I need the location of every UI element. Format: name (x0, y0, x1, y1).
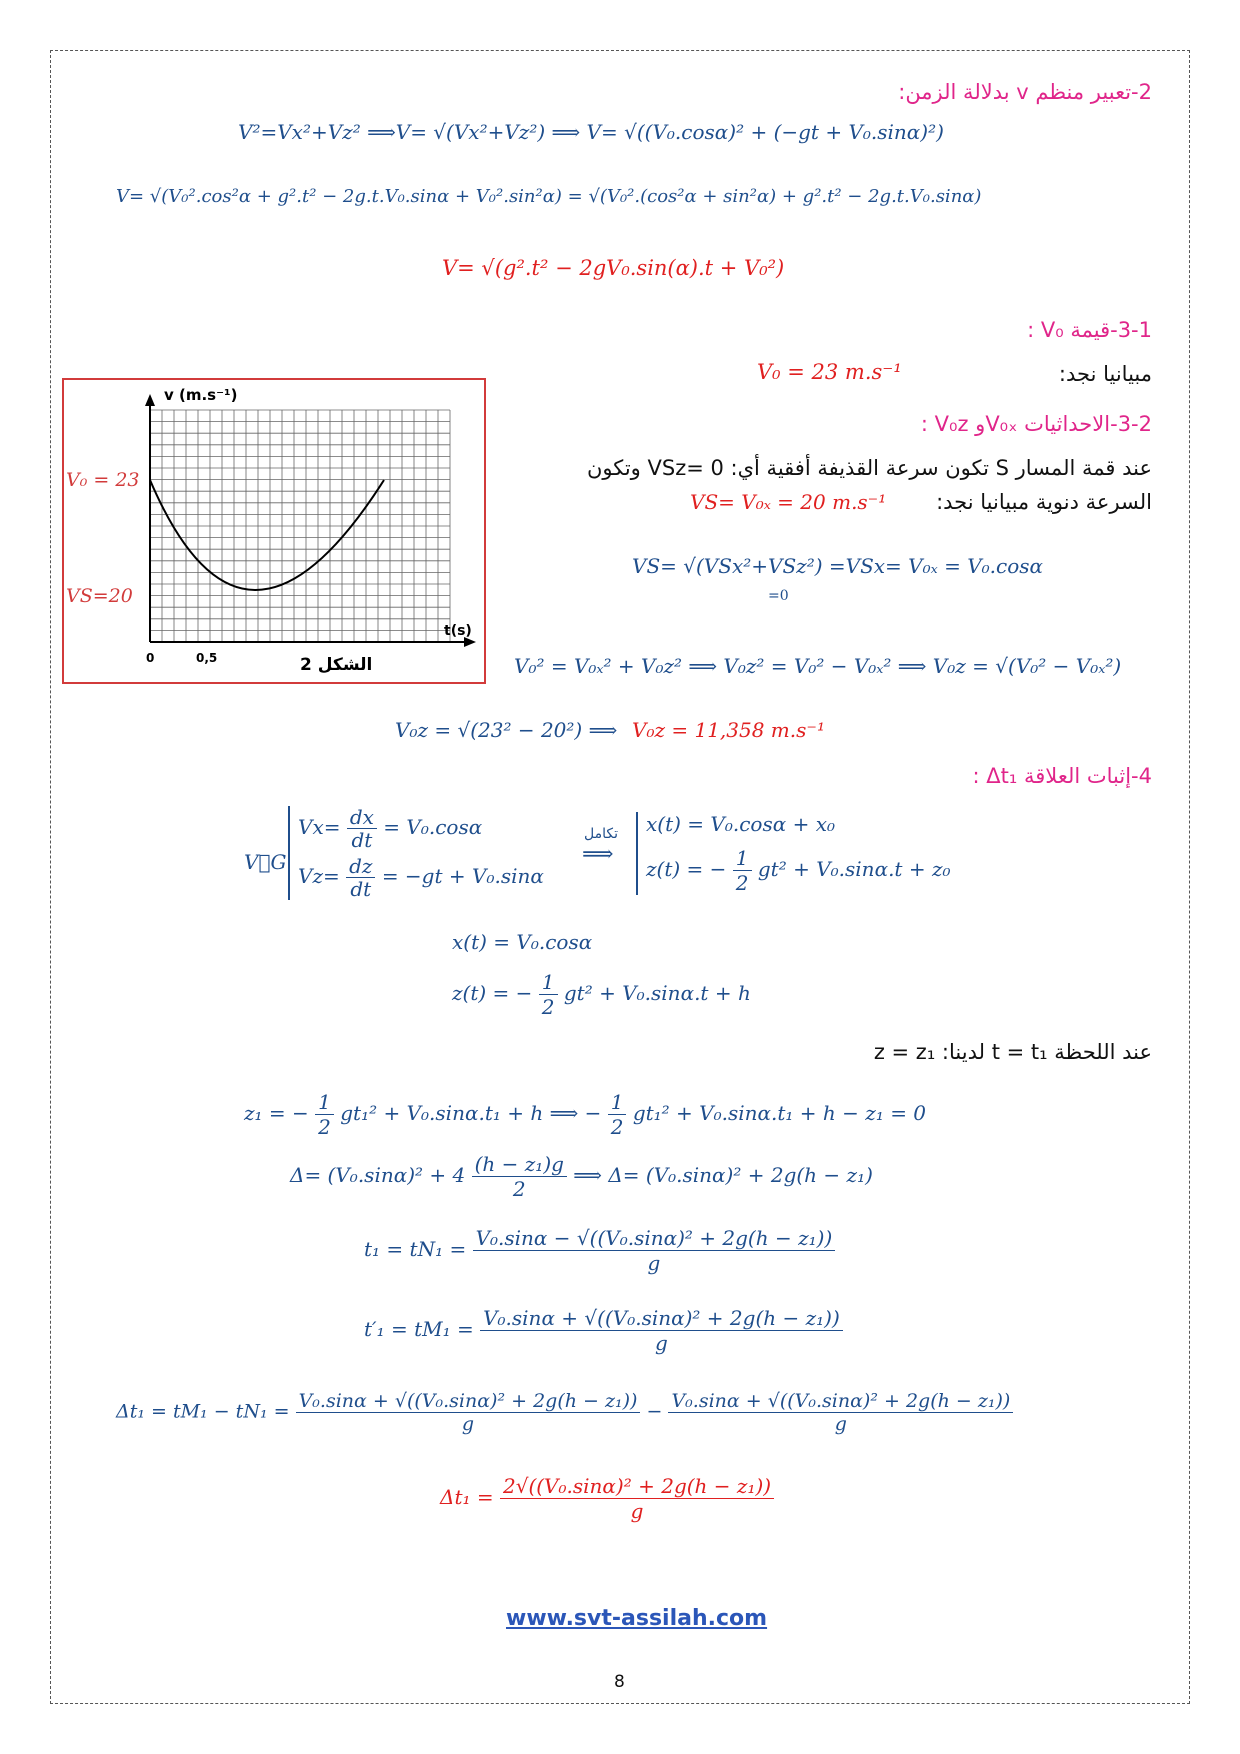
xt-final: x(t) = V₀.cosα (452, 930, 593, 954)
two: 2 (735, 871, 749, 895)
equation-delta-t1-final (440, 1474, 774, 1523)
dt: dt (351, 828, 373, 852)
dt-numerator-1: V₀.sinα + √((V₀.sinα)² + 2g(h − z₁)) (296, 1390, 641, 1413)
two: 2 (512, 1177, 526, 1201)
g: g (834, 1413, 847, 1435)
section-3-2-text-1: عند قمة المسار S تكون سرعة القذيفة أفقية أي: VSz= 0 وتكون (586, 456, 1152, 480)
dx: dx (347, 806, 377, 829)
vx-value: = V₀.cosα (383, 815, 483, 839)
velocity-graph-figure (62, 378, 486, 684)
g: g (647, 1251, 661, 1275)
dt-left: Δt₁ = tM₁ − tN₁ = (116, 1400, 290, 1423)
vz-label: Vz= (298, 864, 340, 888)
y-axis-label: v (m.s⁻¹) (164, 386, 238, 404)
two: 2 (318, 1115, 331, 1139)
equation-v-expanded: V= √(V₀².cos²α + g².t² − 2g.t.V₀.sinα + V₀².sin²α) = √(V₀².(cos²α + sin²α) + g².t² − 2g.t.V₀.sinα) (116, 186, 982, 207)
section-3-1-title: 3-1-قيمة V₀ : (1027, 318, 1152, 342)
equation-v0-components: V₀² = V₀ₓ² + V₀z² ⟹ V₀z² = V₀² − V₀ₓ² ⟹ V₀z = √(V₀² − V₀ₓ²) (514, 654, 1122, 678)
delta-part-a: Δ= (V₀.sinα)² + 4 (290, 1163, 466, 1187)
integration-arrow-icon: ⟹ (582, 842, 614, 867)
xt-integrated: x(t) = V₀.cosα + x₀ (646, 812, 835, 836)
g: g (655, 1331, 668, 1355)
half-fraction-z1-a (315, 1090, 334, 1139)
g: g (630, 1499, 644, 1523)
one: 1 (539, 970, 558, 995)
one: 1 (608, 1090, 627, 1115)
delta-fraction (472, 1152, 567, 1201)
section-3-2-title: 3-2-الاحداثيات V₀ₓو V₀z : (920, 412, 1152, 436)
section-2-title: 2-تعبير منظم v بدلالة الزمن: (898, 80, 1152, 104)
equation-t1 (364, 1226, 835, 1275)
vs-graph-label: VS=20 (66, 585, 133, 607)
two: 2 (610, 1115, 624, 1139)
equation-v-final: V= √(g².t² − 2gV₀.sin(α).t + V₀²) (442, 256, 785, 280)
graph-grid (150, 410, 450, 642)
tick-0: 0 (146, 651, 155, 665)
page-border (50, 50, 1190, 1704)
position-equations (636, 812, 951, 895)
one: 1 (315, 1090, 334, 1115)
equation-t1-prime (364, 1306, 843, 1355)
equation-vs: VS= √(VSx²+VSz²) =VSx= V₀ₓ = V₀.cosα (632, 554, 1044, 578)
equation-vs-underbrace: =0 (768, 588, 789, 604)
delta-numerator: (h − z₁)g (472, 1152, 567, 1177)
zt-final (452, 970, 751, 1019)
instant-condition-text: عند اللحظة t = t₁ لدينا: z = z₁ (873, 1040, 1152, 1064)
velocity-graph (64, 380, 484, 682)
integration-label: تكامل (584, 826, 618, 842)
g: g (461, 1413, 475, 1435)
vz-value: = −gt + V₀.sinα (381, 864, 544, 888)
dz: dz (346, 855, 375, 878)
v0z-result: V₀z = 11,358 m.s⁻¹ (632, 718, 825, 742)
t1p-fraction (480, 1306, 843, 1355)
equation-delta (290, 1152, 873, 1201)
section-3-1-text: مبيانيا نجد: (1058, 362, 1152, 386)
t1-numerator: V₀.sinα − √((V₀.sinα)² + 2g(h − z₁)) (473, 1226, 836, 1251)
final-numerator: 2√((V₀.sinα)² + 2g(h − z₁)) (500, 1474, 774, 1499)
delta-part-b: ⟹ Δ= (V₀.sinα)² + 2g(h − z₁) (573, 1163, 873, 1187)
v0-graph-label: V₀ = 23 (66, 469, 140, 491)
z1-part-a: z₁ = − (244, 1101, 309, 1125)
tick-0-5: 0,5 (196, 651, 218, 665)
zt-eq: = − (686, 857, 727, 881)
zt-label: z(t) (646, 857, 681, 881)
section-3-2-text-2: السرعة دنوية مبيانيا نجد: (936, 490, 1152, 514)
zt-final-post: gt² + V₀.sinα.t + h (563, 981, 751, 1005)
half-fraction-z1-b (608, 1090, 627, 1139)
velocity-components (288, 806, 544, 900)
zt-rest: gt² + V₀.sinα.t + z₀ (757, 857, 951, 881)
z1-part-b: gt₁² + V₀.sinα.t₁ + h ⟹ − (340, 1101, 602, 1125)
dt-numerator-2: V₀.sinα + √((V₀.sinα)² + 2g(h − z₁)) (668, 1390, 1013, 1413)
figure-caption: الشكل 2 (300, 655, 373, 675)
half-fraction-final (539, 970, 558, 1019)
one: 1 (733, 846, 752, 871)
v0-result: V₀ = 23 m.s⁻¹ (757, 360, 902, 384)
dt-minus: − (646, 1400, 663, 1423)
equation-z1 (244, 1090, 926, 1139)
vs-result: VS= V₀ₓ = 20 m.s⁻¹ (690, 490, 887, 514)
page-number: 8 (614, 1672, 625, 1692)
footer-website-link[interactable]: www.svt-assilah.com (506, 1606, 768, 1631)
t1-fraction (473, 1226, 836, 1275)
dt-fraction-1 (296, 1390, 641, 1435)
equation-delta-t1 (116, 1390, 1013, 1435)
velocity-vector-label: V⃗G (244, 850, 287, 874)
dt-fraction-2 (668, 1390, 1013, 1435)
y-axis-arrow (145, 394, 155, 406)
dz-dt-fraction (346, 855, 375, 900)
t1-left: t₁ = tN₁ = (364, 1237, 467, 1261)
half-fraction (733, 846, 752, 895)
zt-final-pre: z(t) = − (452, 981, 533, 1005)
equation-v0z-calc: V₀z = √(23² − 20²) ⟹ (395, 718, 618, 742)
two: 2 (541, 995, 555, 1019)
dx-dt-fraction (347, 806, 377, 851)
t1p-left: t′₁ = tM₁ = (364, 1317, 474, 1341)
z1-part-c: gt₁² + V₀.sinα.t₁ + h − z₁ = 0 (632, 1101, 927, 1125)
final-left: Δt₁ = (440, 1485, 494, 1509)
equation-v-squared: V²=Vx²+Vz² ⟹V= √(Vx²+Vz²) ⟹ V= √((V₀.cosα)² + (−gt + V₀.sinα)²) (238, 120, 944, 144)
section-4-title: 4-إثبات العلاقة Δt₁ : (972, 764, 1152, 788)
vx-label: Vx= (298, 815, 341, 839)
final-fraction (500, 1474, 774, 1523)
velocity-curve (150, 480, 384, 590)
dt: dt (350, 877, 372, 901)
t1p-numerator: V₀.sinα + √((V₀.sinα)² + 2g(h − z₁)) (480, 1306, 843, 1331)
x-axis-label: t(s) (444, 623, 472, 639)
